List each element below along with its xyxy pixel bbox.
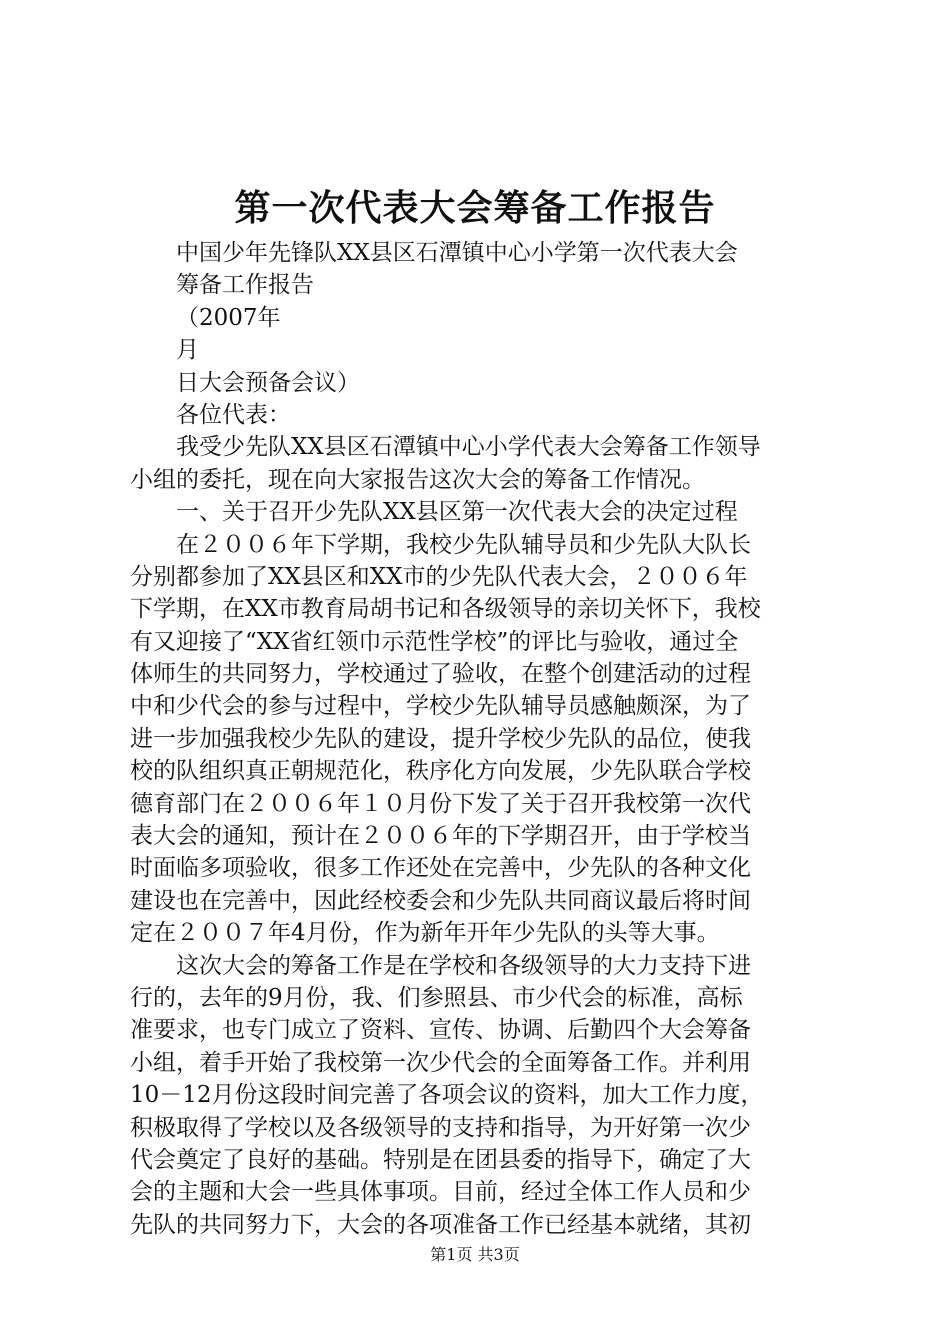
body-line: 各位代表： [176,401,291,428]
body-line: 德育部门在２００６年１０月份下发了关于召开我校第一次代 [130,790,751,817]
document-body [130,237,830,1241]
body-line: 10－12月份这段时间完善了各项会议的资料，加大工作力度， [130,1082,764,1109]
body-line: 小组的委托，现在向大家报告这次大会的筹备工作情况。 [130,466,705,493]
body-line: 时面临多项验收，很多工作还处在完善中，少先队的各种文化 [130,855,751,882]
body-line: （2007年 [176,304,281,331]
body-line: 建设也在完善中，因此经校委会和少先队共同商议最后将时间 [130,887,751,914]
body-line: 体师生的共同努力，学校通过了验收，在整个创建活动的过程 [130,661,751,688]
body-line: 在２００６年下学期，我校少先队辅导员和少先队大队长 [176,531,751,558]
body-line: 小组，着手开始了我校第一次少代会的全面筹备工作。并利用 [130,1049,751,1076]
page-footer: 第1页 共3页 [430,1245,520,1264]
body-line: 行的，去年的9月份，我、们参照县、市少代会的标准，高标 [130,984,743,1011]
body-line: 筹备工作报告 [176,272,314,299]
body-line: 分别都参加了XX县区和XX市的少先队代表大会，２００６年 [130,563,748,590]
body-line: 校的队组织真正朝规范化，秩序化方向发展，少先队联合学校 [130,758,751,785]
body-line: 积极取得了学校以及各级领导的支持和指导，为开好第一次少 [130,1114,751,1141]
body-line: 月 [176,337,199,364]
body-line: 表大会的通知，预计在２００６年的下学期召开，由于学校当 [130,823,751,850]
body-line: 代会奠定了良好的基础。特别是在团县委的指导下，确定了大 [130,1146,751,1173]
body-line: 中和少代会的参与过程中，学校少先队辅导员感触颇深，为了 [130,693,751,720]
body-line: 中国少年先锋队XX县区石潭镇中心小学第一次代表大会 [176,240,738,266]
body-line: 日大会预备会议） [176,369,360,396]
document-title: 第一次代表大会筹备工作报告 [234,187,716,229]
body-line: 会的主题和大会一些具体事项。目前，经过全体工作人员和少 [130,1179,751,1206]
body-line: 有又迎接了“XX省红领巾示范性学校”的评比与验收，通过全 [130,628,739,655]
body-line: 定在２００７年4月份，作为新年开年少先队的头等大事。 [130,920,720,947]
body-line: 一、关于召开少先队XX县区第一次代表大会的决定过程 [176,499,738,526]
body-line: 进一步加强我校少先队的建设，提升学校少先队的品位，使我 [130,725,751,752]
body-line: 准要求，也专门成立了资料、宣传、协调、后勤四个大会筹备 [130,1017,751,1044]
body-line: 下学期，在XX市教育局胡书记和各级领导的亲切关怀下，我校 [130,596,761,623]
body-line: 我受少先队XX县区石潭镇中心小学代表大会筹备工作领导 [176,434,761,461]
body-line: 先队的共同努力下，大会的各项准备工作已经基本就绪，其初 [130,1211,751,1238]
body-line: 这次大会的筹备工作是在学校和各级领导的大力支持下进 [176,952,751,979]
